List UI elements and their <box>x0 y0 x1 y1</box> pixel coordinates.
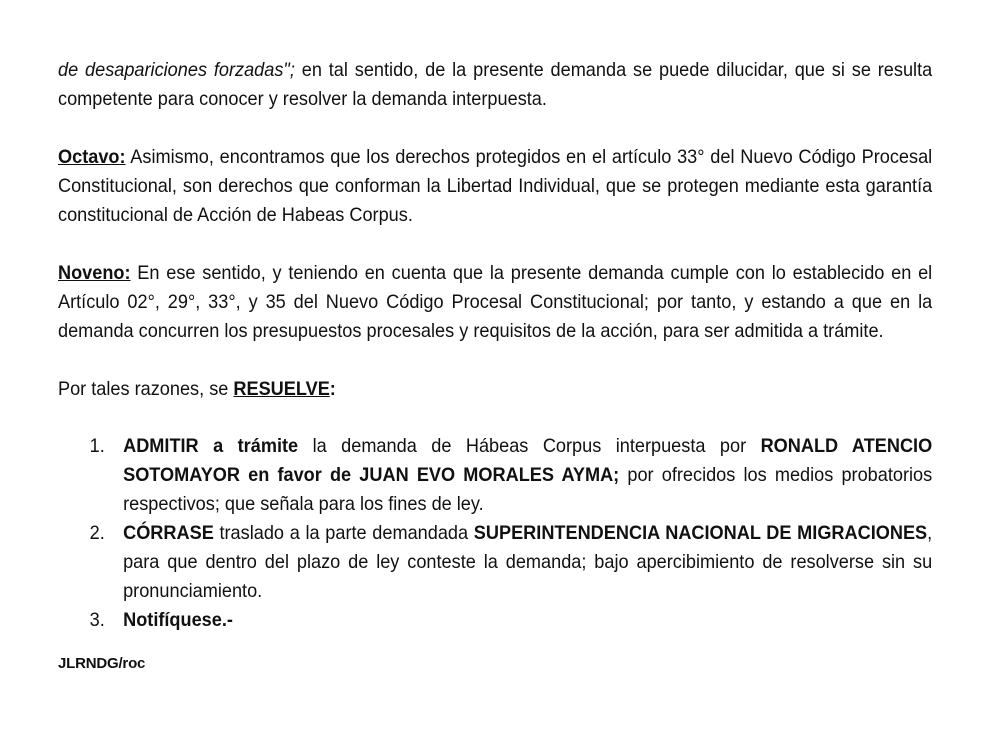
item-defendant: SUPERINTENDENCIA NACIONAL DE MIGRACIONES <box>473 522 928 544</box>
octavo-label: Octavo: <box>58 146 126 168</box>
resolution-item <box>89 519 933 606</box>
quote-fragment: de desapariciones forzadas"; <box>58 59 295 81</box>
item-number: 1. <box>89 435 105 457</box>
author-initials: JLRNDG/roc <box>58 655 146 672</box>
paragraph-intro <box>58 56 932 114</box>
document-body <box>58 56 932 635</box>
item-lead: ADMITIR a trámite <box>123 435 299 457</box>
resuelve-word: RESUELVE <box>233 378 330 400</box>
paragraph-resuelve <box>58 375 932 404</box>
paragraph-octavo <box>58 143 932 230</box>
resolution-list <box>58 432 932 635</box>
item-text: la demanda de Hábeas Corpus interpuesta por <box>298 435 761 457</box>
item-parties: RONALD ATENCIO SOTOMAYOR en favor de JUAN EVO MORALES AYMA; <box>123 435 933 486</box>
item-lead: CÓRRASE <box>123 522 214 544</box>
noveno-text: En ese sentido, y teniendo en cuenta que la presente demanda cumple con lo establecido en el Artículo 02°, 29°, 33°, y 35 del Nuevo Código Procesal Constitucional; por tanto, y estando a que en la demanda concurren los presupuestos procesales y requisitos de la acción, para ser admitida a trámite. <box>58 262 933 342</box>
item-lead: Notifíquese.- <box>123 609 233 631</box>
item-number: 3. <box>89 609 105 631</box>
paragraph-noveno <box>58 259 932 346</box>
octavo-text: Asimismo, encontramos que los derechos protegidos en el artículo 33° del Nuevo Código Procesal Constitucional, son derechos que conforman la Libertad Individual, que se protegen mediante esta garantía constitucional de Acción de Habeas Corpus. <box>58 146 933 226</box>
noveno-label: Noveno: <box>58 262 131 284</box>
resuelve-prefix: Por tales razones, se <box>58 378 234 400</box>
resolution-item <box>89 606 932 635</box>
paragraph-intro-text: en tal sentido, de la presente demanda se puede dilucidar, que si se resulta competente para conocer y resolver la demanda interpuesta. <box>58 59 933 110</box>
item-text: , para que dentro del plazo de ley conteste la demanda; bajo apercibimiento de resolverse sin su pronunciamiento. <box>123 522 933 602</box>
item-text: traslado a la parte demandada <box>213 522 474 544</box>
item-number: 2. <box>89 522 105 544</box>
item-text: por ofrecidos los medios probatorios respectivos; que señala para los fines de ley. <box>123 464 933 515</box>
resolution-item <box>89 432 933 519</box>
resuelve-colon: : <box>329 378 336 400</box>
